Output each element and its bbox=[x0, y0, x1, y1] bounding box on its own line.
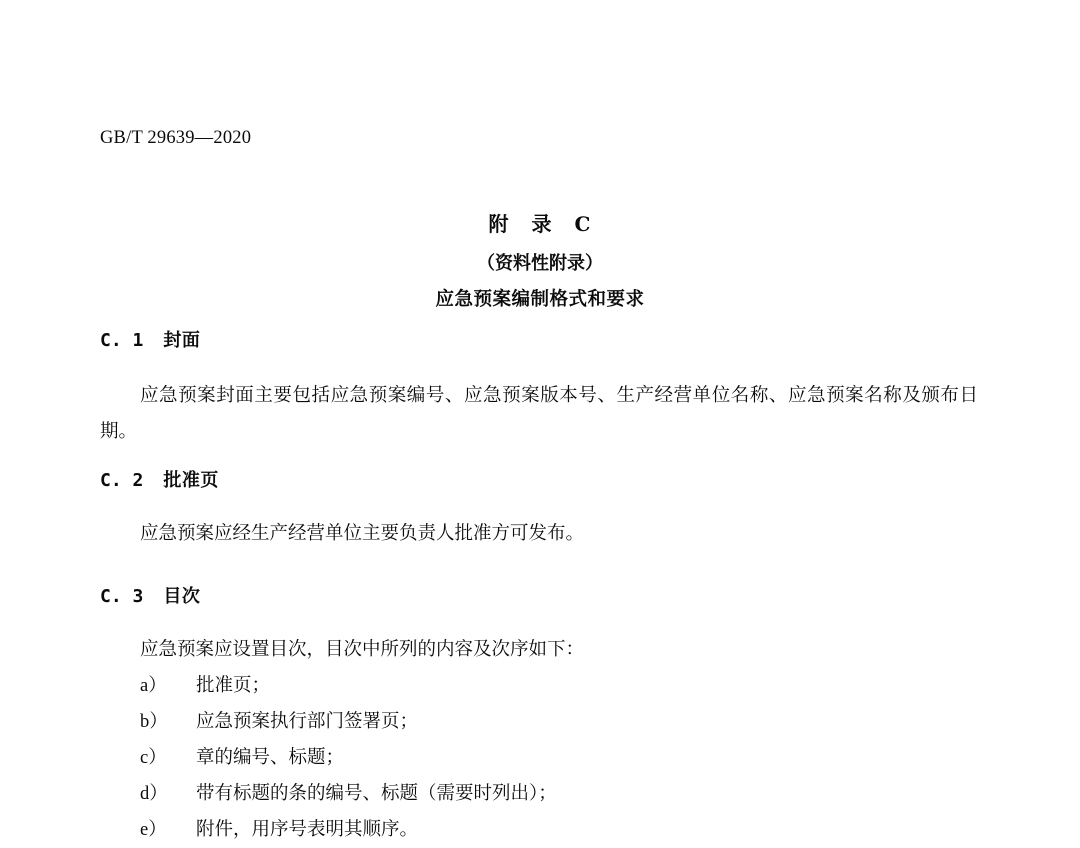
clause-number-c2: C. 2 bbox=[100, 470, 144, 491]
clause-paragraph-c1: 应急预案封面主要包括应急预案编号、应急预案版本号、生产经营单位名称、应急预案名称及颁布日期。 bbox=[100, 386, 978, 442]
list-item-marker: d） bbox=[140, 784, 168, 804]
clause-title-c1: 封面 bbox=[163, 330, 201, 351]
clause-heading-c2 bbox=[100, 466, 219, 492]
clause-paragraph-c2: 应急预案应经生产经营单位主要负责人批准方可发布。 bbox=[140, 524, 585, 544]
list-item bbox=[140, 740, 978, 776]
list-item-text: 批准页； bbox=[196, 676, 271, 696]
list-item bbox=[140, 812, 978, 848]
annex-subtitle: （资料性附录） bbox=[477, 253, 603, 274]
list-item bbox=[140, 668, 978, 704]
list-item-text: 带有标题的条的编号、标题（需要时列出）； bbox=[196, 784, 557, 804]
clause-number-c3: C. 3 bbox=[100, 586, 144, 607]
clause-heading-c3 bbox=[100, 582, 200, 608]
list-item bbox=[140, 704, 978, 740]
annex-label-right: 录 bbox=[531, 212, 553, 236]
clause-heading-c1 bbox=[100, 326, 200, 352]
annex-name: 应急预案编制格式和要求 bbox=[435, 289, 645, 310]
list-item bbox=[140, 776, 978, 812]
clause-paragraph-c3: 应急预案应设置目次，目次中所列的内容及次序如下： bbox=[140, 640, 585, 660]
clause-title-c3: 目次 bbox=[163, 586, 201, 607]
annex-title-line bbox=[0, 208, 1080, 237]
ordered-list-c3 bbox=[140, 668, 978, 848]
annex-letter: C bbox=[574, 212, 592, 236]
list-item-marker: c） bbox=[140, 748, 167, 768]
list-item-marker: b） bbox=[140, 712, 168, 732]
clause-number-c1: C. 1 bbox=[100, 330, 144, 351]
list-item-marker: e） bbox=[140, 820, 167, 840]
list-item-text: 附件，用序号表明其顺序。 bbox=[196, 820, 419, 840]
annex-heading-block bbox=[0, 208, 1080, 311]
list-item-text: 应急预案执行部门签署页； bbox=[196, 712, 419, 732]
list-item-marker: a） bbox=[140, 676, 167, 696]
list-item-text: 章的编号、标题； bbox=[196, 748, 345, 768]
clause-title-c2: 批准页 bbox=[163, 470, 219, 491]
annex-label-left: 附 bbox=[488, 212, 510, 236]
page-header-standard-code: GB/T 29639—2020 bbox=[100, 128, 252, 148]
